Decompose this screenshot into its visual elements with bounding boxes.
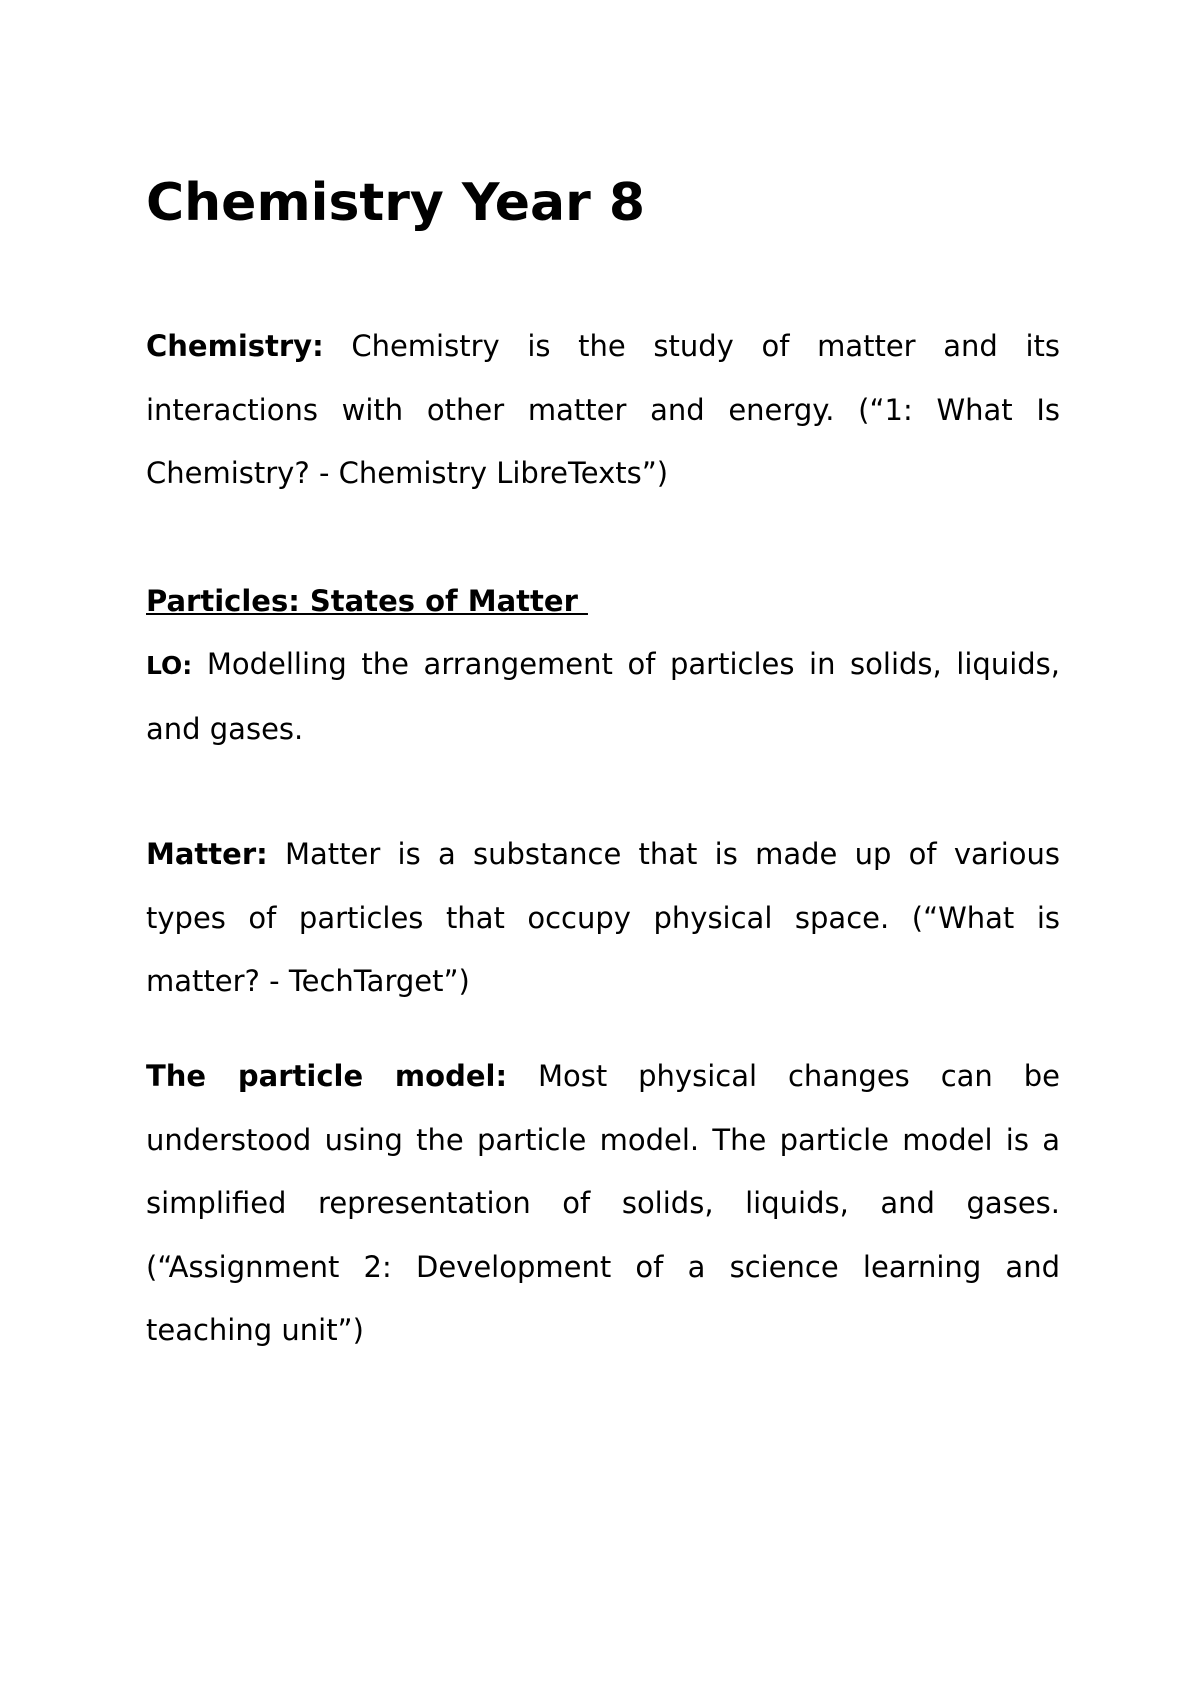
definition-text: Matter is a substance that is made up of various types of particles that occupy physical space. (“What is matter? - TechTarget”) (146, 837, 1060, 998)
definition-text: Chemistry is the study of matter and its interactions with other matter and energy. (“1: What Is Chemistry? - Chemistry LibreTexts”) (146, 329, 1060, 490)
matter-definition (146, 823, 1060, 1014)
chemistry-definition (146, 315, 1060, 506)
definition-text: Most physical changes can be understood using the particle model. The particle model is a simplified representation of solids, liquids, and gases. (“Assignment 2: Development of a science learning and teaching unit”) (146, 1059, 1060, 1347)
page-title: Chemistry Year 8 (146, 173, 646, 233)
section-heading: Particles: States of Matter (146, 584, 588, 618)
definition-term: Chemistry: (146, 329, 324, 363)
lo-term: LO: (146, 651, 193, 680)
definition-term: Matter: (146, 837, 268, 871)
learning-objective (146, 633, 1060, 761)
particle-model-definition (146, 1045, 1060, 1363)
document-page (146, 0, 1060, 1696)
definition-term: The particle model: (146, 1059, 508, 1093)
lo-text: Modelling the arrangement of particles in solids, liquids, and gases. (146, 647, 1060, 746)
